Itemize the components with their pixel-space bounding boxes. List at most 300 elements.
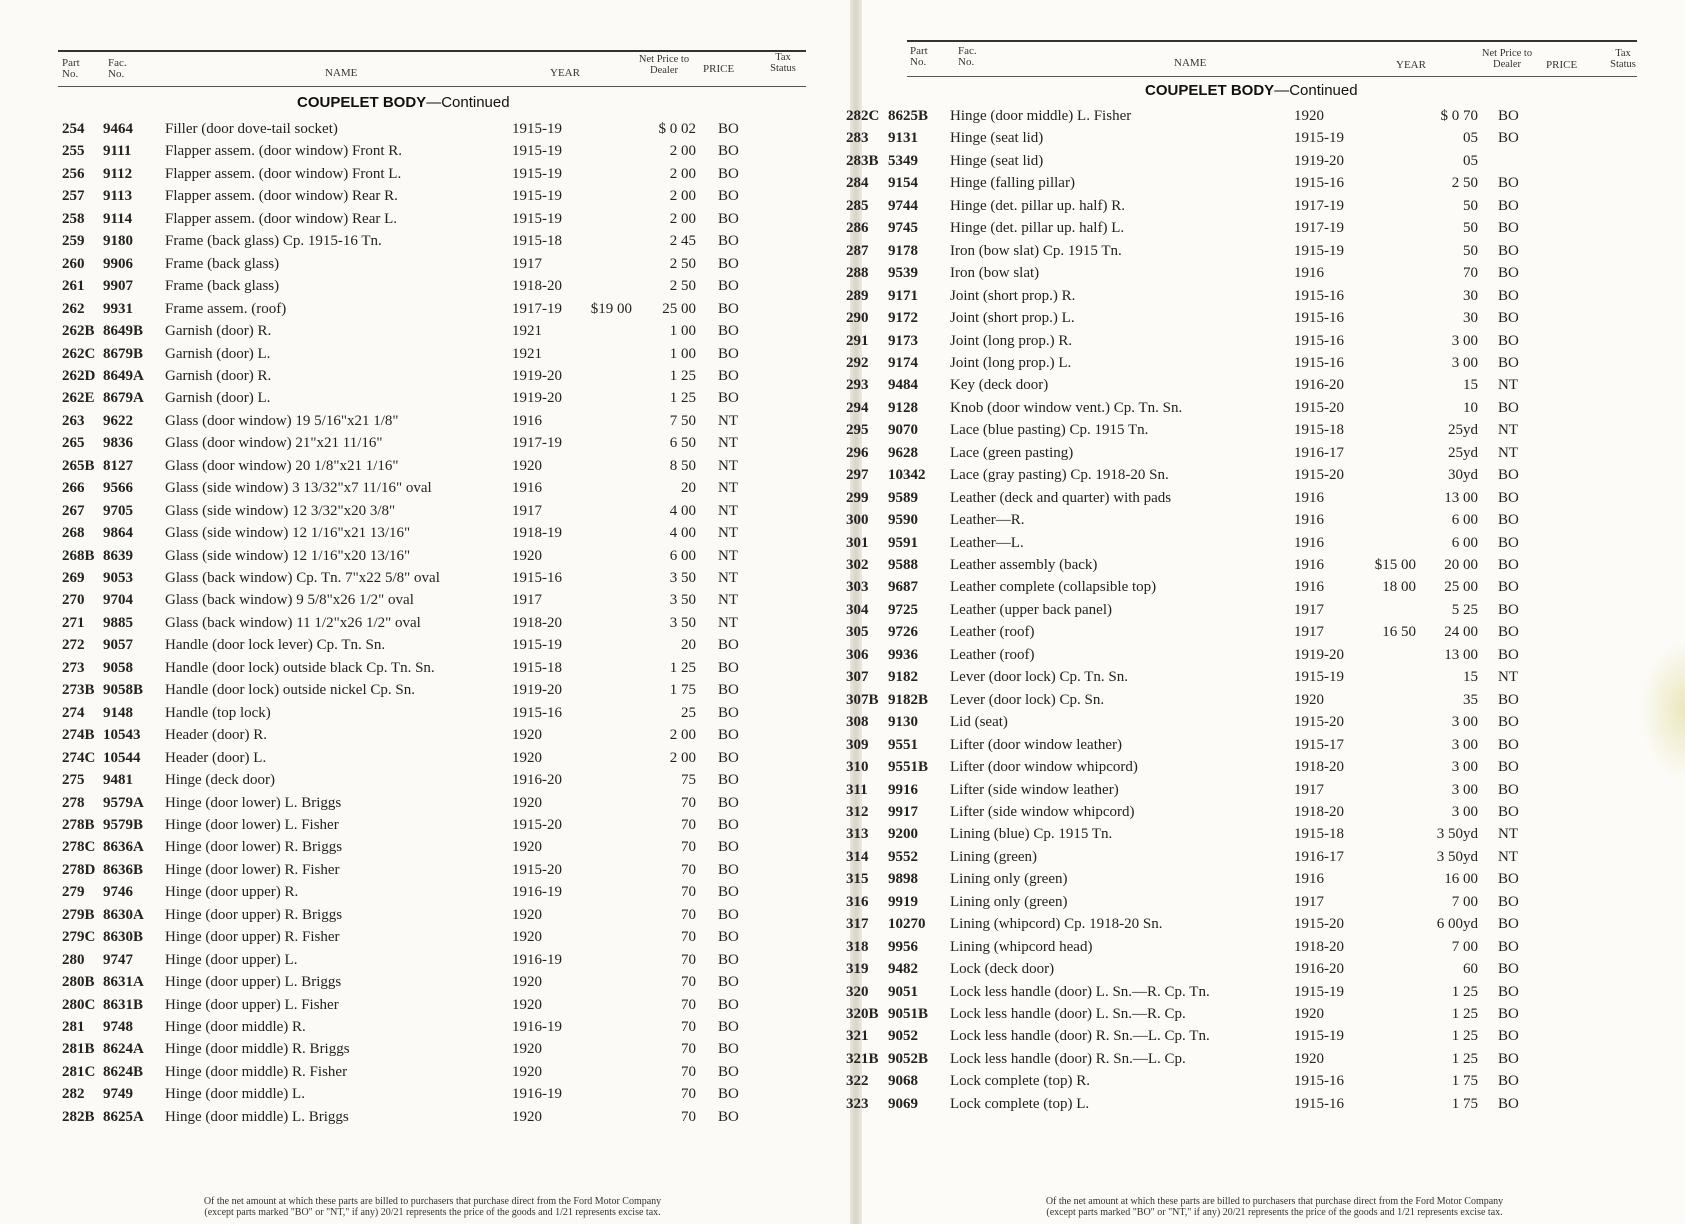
- factory-number: 8639: [103, 547, 133, 564]
- table-row: [846, 981, 1685, 1003]
- year: 1915-19: [512, 143, 562, 160]
- year: 1916-17: [1294, 444, 1344, 461]
- price: 70: [681, 1041, 696, 1058]
- year: 1917-19: [512, 435, 562, 452]
- factory-number: 9589: [888, 489, 918, 506]
- year: 1915-19: [512, 121, 562, 137]
- part-name: Lock less handle (door) R. Sn.—L. Cp. Tn.: [950, 1028, 1210, 1045]
- tax-status: BO: [718, 1086, 739, 1103]
- net-price: 16 50: [1382, 624, 1416, 641]
- table-row: [0, 589, 850, 611]
- part-name: Flapper assem. (door window) Rear R.: [165, 188, 398, 205]
- price: 70: [681, 1086, 696, 1103]
- table-row: [0, 343, 850, 365]
- part-name: Joint (short prop.) L.: [950, 310, 1075, 327]
- col-header-name: NAME: [1174, 57, 1207, 69]
- table-row: [846, 330, 1685, 352]
- tax-status: BO: [718, 121, 739, 137]
- part-number: 269: [62, 570, 85, 586]
- part-number: 300: [846, 512, 869, 529]
- part-name: Garnish (door) R.: [165, 367, 272, 384]
- year: 1920: [512, 457, 542, 474]
- price: 20: [681, 637, 696, 654]
- part-number: 287: [846, 242, 869, 259]
- table-row: [846, 936, 1685, 958]
- factory-number: 9482: [888, 961, 918, 978]
- factory-number: 9591: [888, 534, 918, 551]
- factory-number: 9907: [103, 278, 133, 295]
- factory-number: 10342: [888, 467, 926, 484]
- price: 7 00: [1451, 938, 1478, 955]
- price: 30: [1463, 287, 1478, 304]
- table-row: [0, 634, 850, 656]
- table-row: [0, 769, 850, 791]
- price: 2 00: [669, 143, 696, 160]
- year: 1917-19: [1294, 197, 1344, 214]
- year: 1916-20: [512, 772, 562, 789]
- year: 1920: [1294, 1006, 1324, 1022]
- part-name: Handle (door lock lever) Cp. Tn. Sn.: [165, 637, 386, 654]
- part-number: 257: [62, 188, 85, 205]
- table-row: [846, 509, 1685, 531]
- price: 5 25: [1451, 601, 1478, 618]
- factory-number: 8127: [103, 457, 133, 474]
- year: 1917: [1294, 624, 1324, 641]
- factory-number: 9898: [888, 871, 918, 888]
- part-number: 308: [846, 714, 869, 731]
- year: 1915-16: [1294, 287, 1344, 304]
- price: 4 00: [669, 525, 696, 542]
- part-name: Hinge (door middle) R.: [165, 1019, 306, 1035]
- price: 70: [681, 974, 696, 991]
- net-price: $15 00: [1374, 557, 1416, 573]
- part-number: 259: [62, 233, 85, 250]
- tax-status: BO: [718, 704, 739, 721]
- part-number: 256: [62, 165, 85, 182]
- table-row: [0, 724, 850, 746]
- price: 70: [681, 794, 696, 811]
- year: 1915-19: [1294, 242, 1344, 259]
- part-name: Hinge (det. pillar up. half) R.: [950, 197, 1125, 214]
- part-name: Glass (side window) 3 13/32"x7 11/16" oval: [165, 480, 432, 497]
- factory-number: 9053: [103, 570, 133, 586]
- year: 1920: [512, 547, 542, 564]
- year: 1917-19: [1294, 220, 1344, 237]
- tax-status: NT: [718, 502, 738, 519]
- part-number: 274: [62, 704, 85, 721]
- table-row: [0, 410, 850, 432]
- tax-status: BO: [1498, 714, 1519, 731]
- tax-status: NT: [718, 525, 738, 542]
- col-header-price: PRICE: [703, 63, 735, 75]
- price: 6 00: [1451, 534, 1478, 551]
- part-name: Hinge (door middle) R. Fisher: [165, 1063, 348, 1080]
- part-number: 275: [62, 772, 85, 789]
- part-name: Hinge (door lower) L. Briggs: [165, 794, 342, 811]
- price: 4 00: [669, 502, 696, 519]
- factory-number: 9906: [103, 255, 133, 272]
- table-row: [846, 464, 1685, 486]
- table-row: [0, 747, 850, 769]
- year: 1917: [1294, 601, 1324, 618]
- price: 70: [681, 839, 696, 856]
- table-row: [846, 734, 1685, 756]
- tax-status: NT: [1498, 377, 1518, 394]
- factory-number: 9744: [888, 197, 918, 214]
- year: 1918-20: [1294, 803, 1344, 820]
- table-row: [0, 253, 850, 275]
- factory-number: 9552: [888, 848, 918, 865]
- table-row: [0, 275, 850, 297]
- part-name: Leather (deck and quarter) with pads: [950, 489, 1172, 506]
- table-row: [0, 1106, 850, 1128]
- part-name: Lifter (side window whipcord): [950, 803, 1135, 820]
- part-name: Leather—L.: [950, 534, 1024, 551]
- price: 1 25: [1451, 1028, 1478, 1045]
- part-number: 279C: [62, 929, 96, 946]
- part-number: 292: [846, 354, 869, 371]
- year: 1920: [512, 1063, 542, 1080]
- tax-status: BO: [1498, 938, 1519, 955]
- part-name: Lock complete (top) R.: [950, 1073, 1090, 1090]
- year: 1919-20: [1294, 646, 1344, 663]
- factory-number: 9154: [888, 175, 918, 192]
- part-name: Hinge (door lower) R. Briggs: [165, 839, 343, 856]
- part-name: Iron (bow slat): [950, 265, 1040, 282]
- tax-status: BO: [718, 210, 739, 227]
- year: 1920: [512, 839, 542, 856]
- price: 3 00: [1451, 803, 1478, 820]
- part-name: Garnish (door) R.: [165, 323, 272, 340]
- factory-number: 9200: [888, 826, 918, 843]
- part-name: Glass (back window) 11 1/2"x26 1/2" oval: [165, 614, 421, 631]
- factory-number: 9174: [888, 354, 918, 371]
- tax-status: BO: [1498, 691, 1519, 708]
- part-number: 322: [846, 1073, 869, 1090]
- part-number: 290: [846, 310, 869, 327]
- table-row: [0, 1083, 850, 1105]
- table-row: [846, 823, 1685, 845]
- factory-number: 9628: [888, 444, 918, 461]
- factory-number: 9745: [888, 220, 918, 237]
- part-name: Hinge (door lower) L. Fisher: [165, 816, 339, 833]
- year: 1916-20: [1294, 961, 1344, 978]
- tax-status: NT: [1498, 422, 1518, 439]
- part-name: Filler (door dove-tail socket): [165, 121, 338, 137]
- part-name: Lock less handle (door) L. Sn.—R. Cp.: [950, 1006, 1186, 1022]
- tax-status: NT: [1498, 669, 1518, 686]
- price: 3 50: [669, 570, 696, 586]
- col-header-tax-status: Tax Status: [1610, 48, 1636, 70]
- table-row: [846, 801, 1685, 823]
- col-header-price: PRICE: [1546, 59, 1578, 71]
- table-row: [846, 105, 1685, 127]
- table-row: [846, 532, 1685, 554]
- table-row: [0, 118, 850, 140]
- tax-status: BO: [1498, 1073, 1519, 1090]
- factory-number: 9622: [103, 412, 133, 429]
- table-row: [846, 576, 1685, 598]
- price: 50: [1463, 242, 1478, 259]
- table-row: [0, 208, 850, 230]
- col-header-fac-no: Fac. No.: [958, 45, 977, 68]
- part-number: 262D: [62, 367, 96, 384]
- table-row: [846, 599, 1685, 621]
- net-price: $19 00: [590, 300, 632, 317]
- table-row: [0, 365, 850, 387]
- factory-number: 9917: [888, 803, 918, 820]
- factory-number: 8679B: [103, 345, 144, 362]
- price: 15: [1463, 377, 1478, 394]
- table-row: [0, 163, 850, 185]
- price: 1 25: [1451, 983, 1478, 1000]
- price: 2 00: [669, 727, 696, 744]
- part-name: Lifter (door window leather): [950, 736, 1123, 753]
- tax-status: BO: [718, 974, 739, 991]
- table-row: [846, 958, 1685, 980]
- price: 6 50: [669, 435, 696, 452]
- price: 3 50yd: [1436, 848, 1478, 865]
- factory-number: 9051B: [888, 1006, 929, 1022]
- price: 70: [1463, 265, 1478, 282]
- price: 1 00: [669, 345, 696, 362]
- part-name: Hinge (seat lid): [950, 152, 1044, 169]
- factory-number: 8631A: [103, 974, 144, 991]
- factory-number: 9464: [103, 121, 133, 137]
- part-number: 295: [846, 422, 869, 439]
- part-number: 305: [846, 624, 869, 641]
- part-name: Leather—R.: [950, 512, 1025, 529]
- part-number: 288: [846, 265, 869, 282]
- factory-number: 9725: [888, 601, 918, 618]
- tax-status: BO: [718, 345, 739, 362]
- col-header-year: YEAR: [1396, 59, 1426, 71]
- price: 70: [681, 861, 696, 878]
- price: 70: [681, 1108, 696, 1125]
- part-number: 274C: [62, 749, 96, 766]
- table-row: [0, 926, 850, 948]
- tax-status: BO: [1498, 197, 1519, 214]
- tax-status: BO: [1498, 557, 1519, 573]
- year: 1915-19: [1294, 130, 1344, 147]
- part-name: Lining only (green): [950, 893, 1068, 910]
- tax-status: BO: [718, 884, 739, 901]
- part-name: Lock complete (top) L.: [950, 1095, 1090, 1112]
- table-row: [0, 1038, 850, 1060]
- price: 7 50: [669, 412, 696, 429]
- price: 70: [681, 951, 696, 968]
- part-name: Knob (door window vent.) Cp. Tn. Sn.: [950, 399, 1183, 416]
- factory-number: 9590: [888, 512, 918, 529]
- part-name: Hinge (det. pillar up. half) L.: [950, 220, 1125, 237]
- part-number: 266: [62, 480, 85, 497]
- year: 1921: [512, 345, 542, 362]
- part-name: Glass (door window) 20 1/8"x21 1/16": [165, 457, 399, 474]
- factory-number: 9148: [103, 704, 133, 721]
- table-row: [0, 657, 850, 679]
- table-row: [0, 500, 850, 522]
- header-rule-bottom: [58, 86, 806, 87]
- year: 1920: [512, 1041, 542, 1058]
- part-name: Hinge (door middle) L.: [165, 1086, 305, 1103]
- table-row: [0, 881, 850, 903]
- table-row: [846, 1025, 1685, 1047]
- tax-status: BO: [1498, 130, 1519, 147]
- part-name: Leather assembly (back): [950, 557, 1098, 573]
- tax-status: BO: [1498, 803, 1519, 820]
- part-name: Lining (green): [950, 848, 1038, 865]
- part-number: 314: [846, 848, 869, 865]
- price: 2 00: [669, 165, 696, 182]
- tax-status: BO: [1498, 310, 1519, 327]
- table-row: [846, 644, 1685, 666]
- part-name: Joint (long prop.) L.: [950, 354, 1072, 371]
- factory-number: 9919: [888, 893, 918, 910]
- part-name: Flapper assem. (door window) Rear L.: [165, 210, 398, 227]
- part-name: Frame (back glass) Cp. 1915-16 Tn.: [165, 233, 382, 250]
- price: 05: [1463, 130, 1478, 147]
- price: 50: [1463, 220, 1478, 237]
- part-number: 307B: [846, 691, 879, 708]
- part-number: 320: [846, 983, 869, 1000]
- tax-status: BO: [718, 1108, 739, 1125]
- factory-number: 9128: [888, 399, 918, 416]
- table-row: [846, 150, 1685, 172]
- part-number: 304: [846, 601, 869, 618]
- col-header-fac-no: Fac. No.: [108, 57, 127, 80]
- part-number: 306: [846, 646, 869, 663]
- price: 3 50yd: [1436, 826, 1478, 843]
- part-number: 267: [62, 502, 85, 519]
- price: 3 00: [1451, 781, 1478, 798]
- factory-number: 9746: [103, 884, 133, 901]
- tax-status: NT: [718, 614, 738, 631]
- factory-number: 9726: [888, 624, 918, 641]
- year: 1917: [1294, 893, 1324, 910]
- part-number: 323: [846, 1095, 869, 1112]
- price: 3 50: [669, 614, 696, 631]
- tax-status: BO: [1498, 242, 1519, 259]
- part-number: 280B: [62, 974, 95, 991]
- part-number: 291: [846, 332, 869, 349]
- price: 10: [1463, 399, 1478, 416]
- tax-status: NT: [1498, 848, 1518, 865]
- factory-number: 8625A: [103, 1108, 144, 1125]
- price: 6 00: [1451, 512, 1478, 529]
- factory-number: 9171: [888, 287, 918, 304]
- year: 1916: [512, 412, 542, 429]
- part-name: Hinge (door upper) R. Fisher: [165, 929, 340, 946]
- price: $ 0 02: [658, 121, 696, 137]
- year: 1917: [512, 502, 542, 519]
- tax-status: BO: [1498, 759, 1519, 776]
- year: 1916: [1294, 579, 1324, 596]
- price: 2 50: [1451, 175, 1478, 192]
- year: 1918-20: [512, 278, 562, 295]
- part-number: 268: [62, 525, 85, 542]
- part-name: Key (deck door): [950, 377, 1049, 394]
- part-name: Leather (roof): [950, 624, 1035, 641]
- table-row: [0, 679, 850, 701]
- tax-status: BO: [718, 906, 739, 923]
- year: 1920: [512, 929, 542, 946]
- tax-status: BO: [718, 1019, 739, 1035]
- part-number: 283: [846, 130, 869, 147]
- tax-status: BO: [1498, 624, 1519, 641]
- tax-status: BO: [718, 772, 739, 789]
- factory-number: 9180: [103, 233, 133, 250]
- tax-status: BO: [718, 143, 739, 160]
- part-name: Leather (roof): [950, 646, 1035, 663]
- year: 1918-20: [512, 614, 562, 631]
- year: 1915-18: [1294, 826, 1344, 843]
- part-name: Lifter (door window whipcord): [950, 759, 1138, 776]
- col-header-name: NAME: [325, 67, 358, 79]
- part-name: Flapper assem. (door window) Front L.: [165, 165, 402, 182]
- part-name: Hinge (deck door): [165, 772, 275, 789]
- price: 1 75: [1451, 1095, 1478, 1112]
- table-row: [0, 140, 850, 162]
- tax-status: BO: [1498, 983, 1519, 1000]
- factory-number: 9936: [888, 646, 918, 663]
- part-number: 307: [846, 669, 869, 686]
- year: 1920: [512, 906, 542, 923]
- tax-status: BO: [718, 839, 739, 856]
- year: 1919-20: [1294, 152, 1344, 169]
- tax-status: BO: [718, 794, 739, 811]
- table-row: [846, 1048, 1685, 1070]
- table-row: [846, 913, 1685, 935]
- part-name: Hinge (seat lid): [950, 130, 1044, 147]
- price: 70: [681, 906, 696, 923]
- table-row: [846, 172, 1685, 194]
- part-name: Lace (blue pasting) Cp. 1915 Tn.: [950, 422, 1149, 439]
- part-number: 278B: [62, 816, 95, 833]
- tax-status: NT: [718, 457, 738, 474]
- part-number: 281B: [62, 1041, 95, 1058]
- table-row: [0, 522, 850, 544]
- price: 1 75: [669, 682, 696, 699]
- year: 1915-19: [512, 188, 562, 205]
- part-number: 278D: [62, 861, 96, 878]
- factory-number: 9052: [888, 1028, 918, 1045]
- part-number: 281C: [62, 1063, 96, 1080]
- tax-status: BO: [1498, 781, 1519, 798]
- part-name: Hinge (door middle) R. Briggs: [165, 1041, 350, 1058]
- tax-status: BO: [718, 637, 739, 654]
- part-number: 294: [846, 399, 869, 416]
- factory-number: 9114: [103, 210, 133, 227]
- col-header-year: YEAR: [550, 67, 580, 79]
- part-name: Glass (side window) 12 1/16"x20 13/16": [165, 547, 411, 564]
- price: 6 00: [669, 547, 696, 564]
- tax-status: BO: [718, 727, 739, 744]
- table-row: [846, 442, 1685, 464]
- year: 1916: [1294, 557, 1324, 573]
- factory-number: 9068: [888, 1073, 918, 1090]
- factory-number: 8679A: [103, 390, 144, 407]
- price: 1 75: [1451, 1073, 1478, 1090]
- tax-status: BO: [1498, 512, 1519, 529]
- factory-number: 9956: [888, 938, 918, 955]
- part-name: Hinge (door upper) L.: [165, 951, 298, 968]
- price: 7 00: [1451, 893, 1478, 910]
- tax-status: BO: [1498, 1050, 1519, 1067]
- factory-number: 10543: [103, 727, 141, 744]
- tax-status: BO: [718, 682, 739, 699]
- part-number: 289: [846, 287, 869, 304]
- part-number: 273B: [62, 682, 95, 699]
